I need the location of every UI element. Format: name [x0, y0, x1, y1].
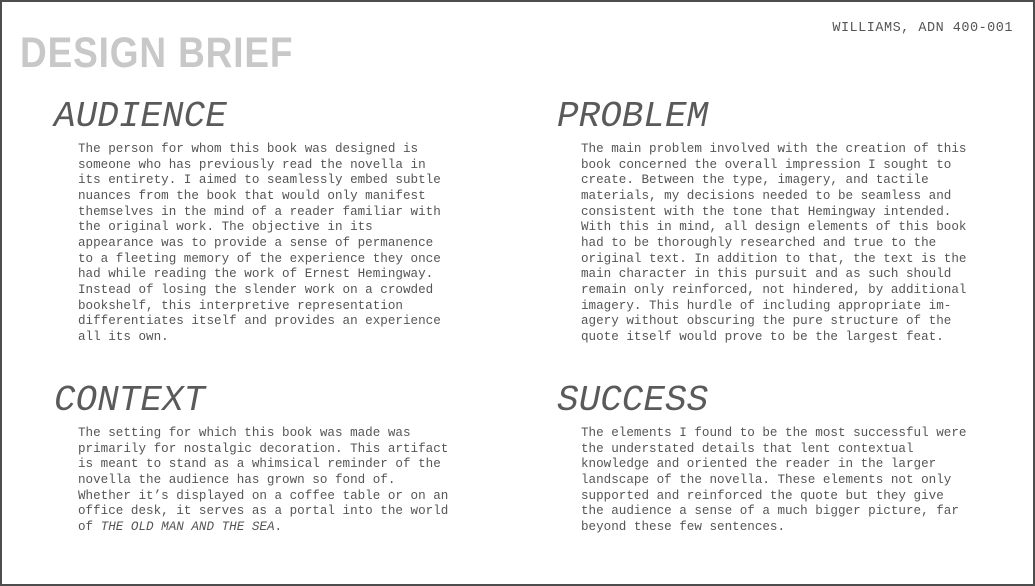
section-heading-context: CONTEXT [54, 380, 206, 421]
section-problem [557, 97, 987, 346]
section-heading-problem: PROBLEM [557, 96, 709, 137]
section-heading-audience: AUDIENCE [54, 96, 227, 137]
section-body-context-text: The setting for which this book was made was primarily for nostalgic decoration. This artifact is meant to stand as a whimsical reminder of the novella the audience has grown so fond of. Whether it’s displayed on a coffee table or on an office desk, it serves as a portal into the world of [78, 426, 449, 534]
book-title: THE OLD MAN AND THE SEA [100, 519, 275, 534]
section-success [557, 381, 987, 536]
section-body-audience: The person for whom this book was designed is someone who has previously read the novella in its entirety. I aimed to seamlessly embed subtle nuances from the book that would only manifest themselves in the mind of a reader familiar with the original work. The objective in its appearance was to provide a sense of permanence to a fleeting memory of the experience they once had while reading the work of Ernest Hemingway. Instead of losing the slender work on a crowded bookshelf, this interpretive representation differentiates itself and provides an experience all its own. [78, 142, 441, 344]
section-heading-success: SUCCESS [557, 380, 709, 421]
section-context [54, 381, 484, 536]
page-title: DESIGN BRIEF [20, 29, 294, 77]
section-audience [54, 97, 484, 346]
section-body-context [78, 426, 484, 536]
section-body-success: The elements I found to be the most successful were the understated details that lent contextual knowledge and oriented the reader in the larger landscape of the novella. These elements not only supported and reinforced the quote but they give the audience a sense of a much bigger picture, far beyond these few sentences. [581, 426, 967, 534]
section-body-problem: The main problem involved with the creation of this book concerned the overall impression I sought to create. Between the type, imagery, and tactile materials, my decisions needed to be seamless and consistent with the tone that Hemingway intended. With this in mind, all design elements of this book had to be thoroughly researched and true to the original text. In addition to that, the text is the main character in this pursuit and as such should remain only reinforced, not hindered, by additional imagery. This hurdle of including appropriate im- agery without obscuring the pure structure of the quote itself would prove to be the largest feat. [581, 142, 967, 344]
course-code: WILLIAMS, ADN 400-001 [832, 21, 1013, 36]
section-body-context-end: . [274, 519, 283, 534]
